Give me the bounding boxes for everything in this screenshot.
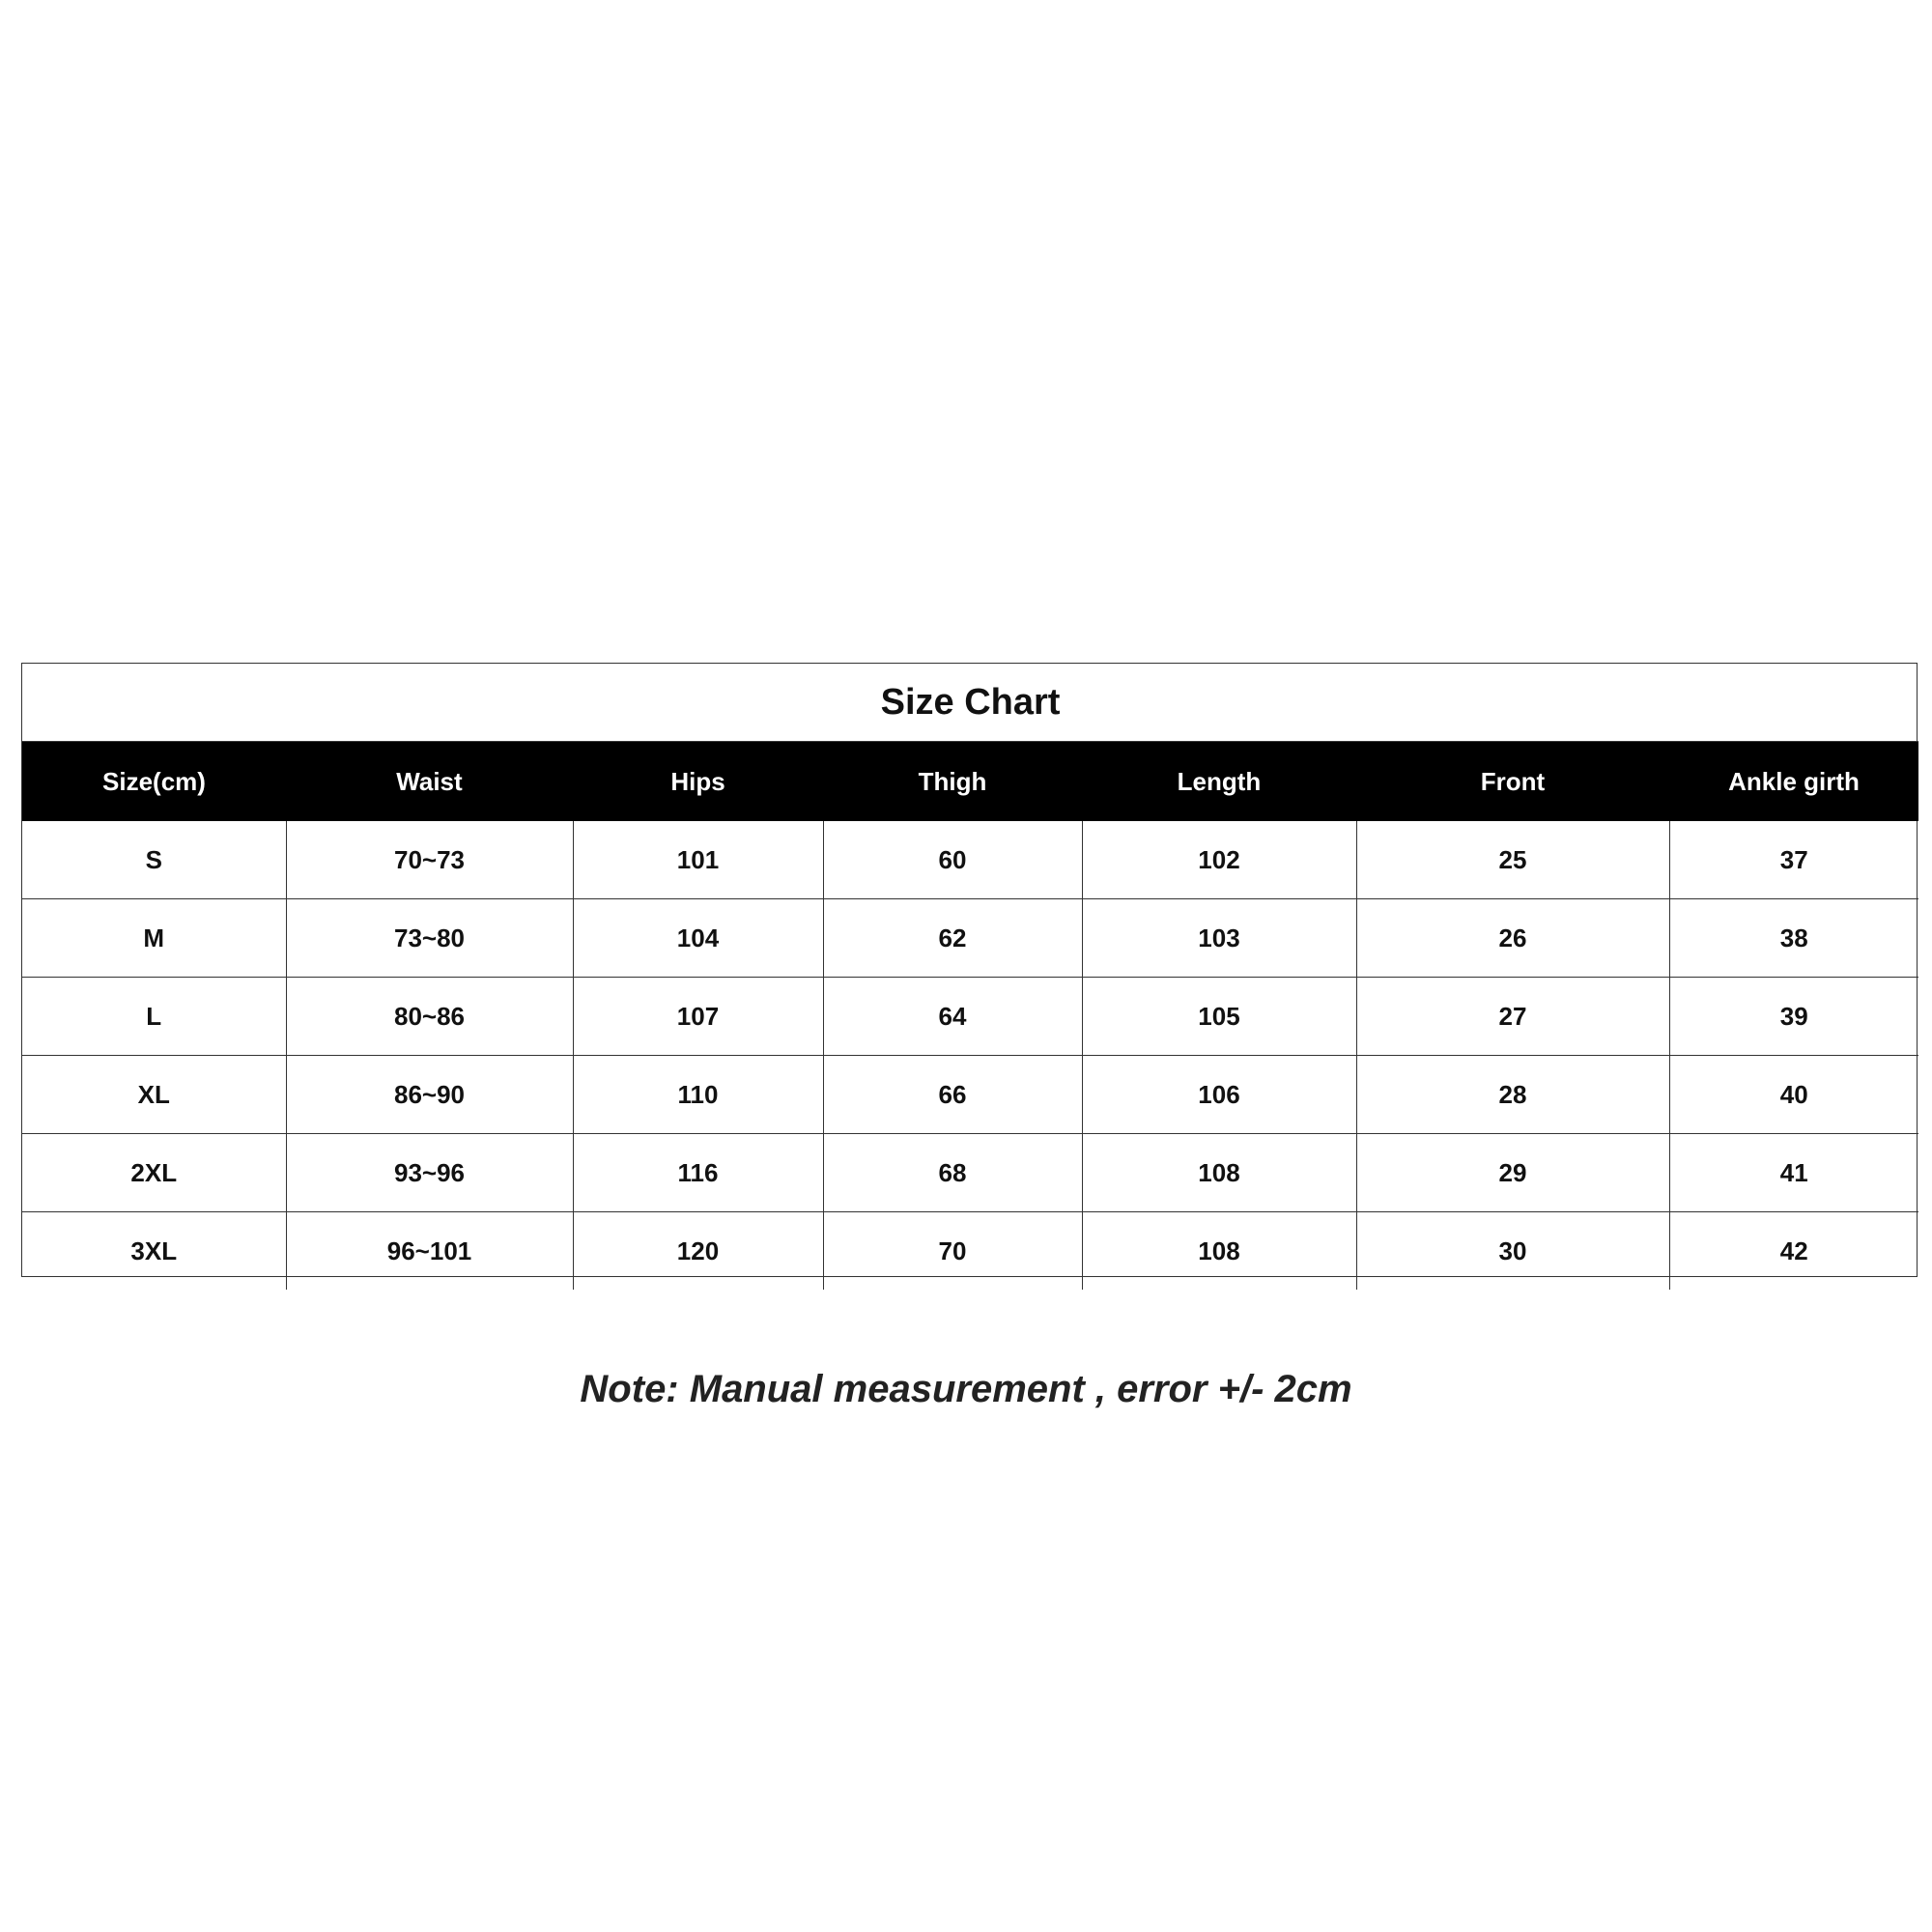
column-header-length: Length — [1082, 742, 1356, 822]
table-cell: 70~73 — [286, 821, 573, 899]
table-cell: 103 — [1082, 899, 1356, 978]
table-cell: 64 — [823, 978, 1082, 1056]
table-cell: 41 — [1669, 1134, 1918, 1212]
table-cell: 60 — [823, 821, 1082, 899]
table-cell: 120 — [573, 1212, 823, 1291]
table-cell: M — [22, 899, 286, 978]
table-cell: 105 — [1082, 978, 1356, 1056]
table-cell: 96~101 — [286, 1212, 573, 1291]
table-cell: 106 — [1082, 1056, 1356, 1134]
table-cell: 116 — [573, 1134, 823, 1212]
table-row — [22, 821, 1918, 899]
table-row — [22, 899, 1918, 978]
table-cell: 3XL — [22, 1212, 286, 1291]
table-cell: 2XL — [22, 1134, 286, 1212]
table-cell: 30 — [1356, 1212, 1669, 1291]
column-header-thigh: Thigh — [823, 742, 1082, 822]
table-cell: XL — [22, 1056, 286, 1134]
table-cell: 62 — [823, 899, 1082, 978]
column-header-ankle-girth: Ankle girth — [1669, 742, 1918, 822]
table-cell: 25 — [1356, 821, 1669, 899]
column-header-waist: Waist — [286, 742, 573, 822]
table-cell: 104 — [573, 899, 823, 978]
column-header-hips: Hips — [573, 742, 823, 822]
table-cell: 80~86 — [286, 978, 573, 1056]
table-cell: 66 — [823, 1056, 1082, 1134]
table-cell: 28 — [1356, 1056, 1669, 1134]
table-cell: L — [22, 978, 286, 1056]
table-row — [22, 1056, 1918, 1134]
table-cell: 108 — [1082, 1134, 1356, 1212]
table-cell: 40 — [1669, 1056, 1918, 1134]
table-cell: 26 — [1356, 899, 1669, 978]
title-row — [22, 664, 1918, 742]
measurement-note: Note: Manual measurement , error +/- 2cm — [580, 1368, 1352, 1410]
table-row — [22, 978, 1918, 1056]
column-header-size: Size(cm) — [22, 742, 286, 822]
table-cell: 70 — [823, 1212, 1082, 1291]
size-chart — [21, 663, 1918, 1277]
table-cell: 38 — [1669, 899, 1918, 978]
header-row — [22, 742, 1918, 822]
table-cell: 27 — [1356, 978, 1669, 1056]
table-row — [22, 1134, 1918, 1212]
size-table — [22, 664, 1918, 1290]
table-cell: 101 — [573, 821, 823, 899]
column-header-front: Front — [1356, 742, 1669, 822]
table-cell: 68 — [823, 1134, 1082, 1212]
table-cell: 102 — [1082, 821, 1356, 899]
chart-title: Size Chart — [22, 664, 1918, 742]
table-cell: 73~80 — [286, 899, 573, 978]
table-row — [22, 1212, 1918, 1291]
table-cell: 93~96 — [286, 1134, 573, 1212]
table-cell: 37 — [1669, 821, 1918, 899]
table-cell: 86~90 — [286, 1056, 573, 1134]
table-cell: 110 — [573, 1056, 823, 1134]
table-cell: 107 — [573, 978, 823, 1056]
table-cell: S — [22, 821, 286, 899]
table-cell: 29 — [1356, 1134, 1669, 1212]
table-cell: 42 — [1779, 1236, 1808, 1265]
table-cell: 39 — [1669, 978, 1918, 1056]
table-cell: 108 — [1082, 1212, 1356, 1291]
